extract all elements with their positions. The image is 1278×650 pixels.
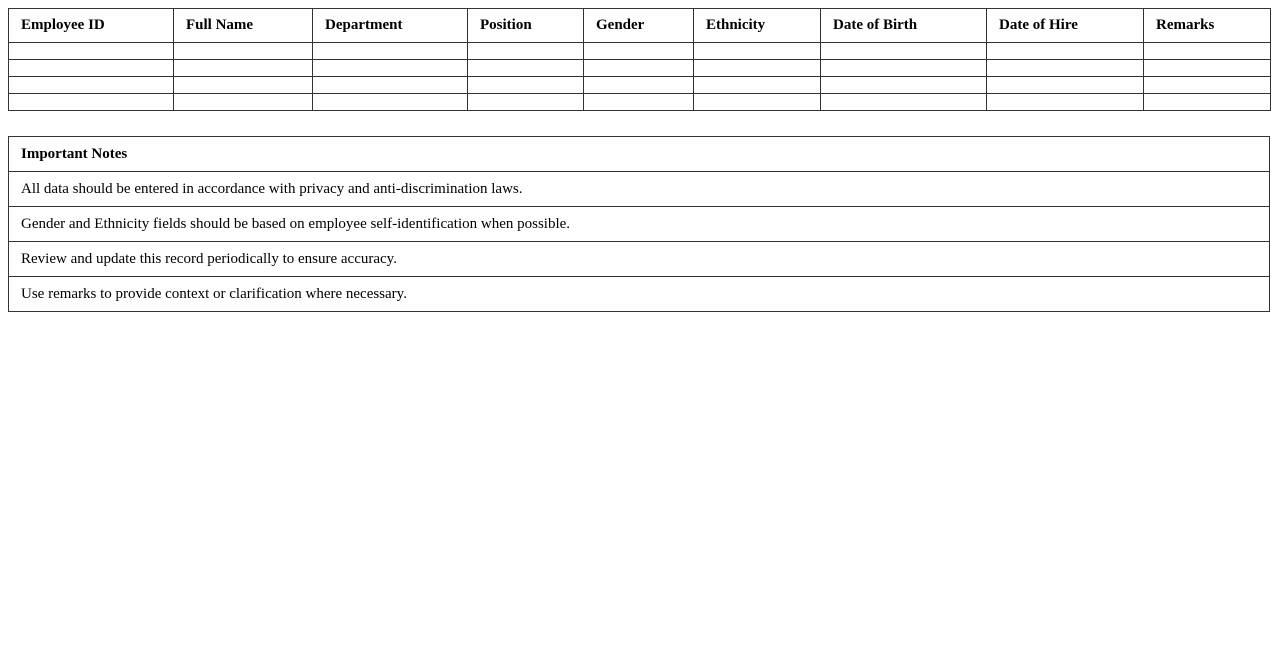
table-header-row bbox=[9, 9, 1271, 43]
cell-date-of-hire[interactable] bbox=[987, 60, 1144, 77]
cell-employee-id[interactable] bbox=[9, 77, 174, 94]
cell-ethnicity[interactable] bbox=[694, 43, 821, 60]
column-header-ethnicity: Ethnicity bbox=[694, 9, 821, 43]
cell-date-of-birth[interactable] bbox=[821, 60, 987, 77]
table-row bbox=[9, 43, 1271, 60]
note-privacy-laws: All data should be entered in accordance with privacy and anti-discrimination laws. bbox=[9, 172, 1270, 207]
cell-employee-id[interactable] bbox=[9, 94, 174, 111]
cell-ethnicity[interactable] bbox=[694, 94, 821, 111]
cell-department[interactable] bbox=[313, 60, 468, 77]
cell-ethnicity[interactable] bbox=[694, 60, 821, 77]
cell-full-name[interactable] bbox=[174, 60, 313, 77]
note-self-identification: Gender and Ethnicity fields should be based on employee self-identification when possible. bbox=[9, 207, 1270, 242]
column-header-remarks: Remarks bbox=[1144, 9, 1271, 43]
cell-department[interactable] bbox=[313, 43, 468, 60]
cell-date-of-hire[interactable] bbox=[987, 43, 1144, 60]
cell-position[interactable] bbox=[468, 60, 584, 77]
column-header-position: Position bbox=[468, 9, 584, 43]
column-header-full-name: Full Name bbox=[174, 9, 313, 43]
note-periodic-review: Review and update this record periodically to ensure accuracy. bbox=[9, 242, 1270, 277]
note-row bbox=[9, 277, 1270, 312]
cell-full-name[interactable] bbox=[174, 43, 313, 60]
column-header-date-of-hire: Date of Hire bbox=[987, 9, 1144, 43]
cell-remarks[interactable] bbox=[1144, 94, 1271, 111]
cell-department[interactable] bbox=[313, 77, 468, 94]
column-header-date-of-birth: Date of Birth bbox=[821, 9, 987, 43]
cell-full-name[interactable] bbox=[174, 77, 313, 94]
cell-gender[interactable] bbox=[584, 94, 694, 111]
column-header-department: Department bbox=[313, 9, 468, 43]
cell-gender[interactable] bbox=[584, 77, 694, 94]
cell-employee-id[interactable] bbox=[9, 60, 174, 77]
cell-position[interactable] bbox=[468, 77, 584, 94]
table-row bbox=[9, 60, 1271, 77]
note-remarks-usage: Use remarks to provide context or clarification where necessary. bbox=[9, 277, 1270, 312]
employee-records-table bbox=[8, 8, 1271, 111]
cell-full-name[interactable] bbox=[174, 94, 313, 111]
notes-header-row bbox=[9, 137, 1270, 172]
table-row bbox=[9, 77, 1271, 94]
notes-heading: Important Notes bbox=[9, 137, 1270, 172]
note-row bbox=[9, 172, 1270, 207]
note-row bbox=[9, 242, 1270, 277]
cell-date-of-hire[interactable] bbox=[987, 77, 1144, 94]
cell-position[interactable] bbox=[468, 43, 584, 60]
cell-date-of-birth[interactable] bbox=[821, 43, 987, 60]
cell-ethnicity[interactable] bbox=[694, 77, 821, 94]
cell-gender[interactable] bbox=[584, 43, 694, 60]
table-row bbox=[9, 94, 1271, 111]
cell-date-of-birth[interactable] bbox=[821, 77, 987, 94]
cell-employee-id[interactable] bbox=[9, 43, 174, 60]
cell-remarks[interactable] bbox=[1144, 77, 1271, 94]
cell-date-of-hire[interactable] bbox=[987, 94, 1144, 111]
cell-remarks[interactable] bbox=[1144, 60, 1271, 77]
column-header-employee-id: Employee ID bbox=[9, 9, 174, 43]
cell-remarks[interactable] bbox=[1144, 43, 1271, 60]
important-notes-table bbox=[8, 136, 1270, 312]
column-header-gender: Gender bbox=[584, 9, 694, 43]
cell-gender[interactable] bbox=[584, 60, 694, 77]
cell-date-of-birth[interactable] bbox=[821, 94, 987, 111]
cell-position[interactable] bbox=[468, 94, 584, 111]
cell-department[interactable] bbox=[313, 94, 468, 111]
note-row bbox=[9, 207, 1270, 242]
